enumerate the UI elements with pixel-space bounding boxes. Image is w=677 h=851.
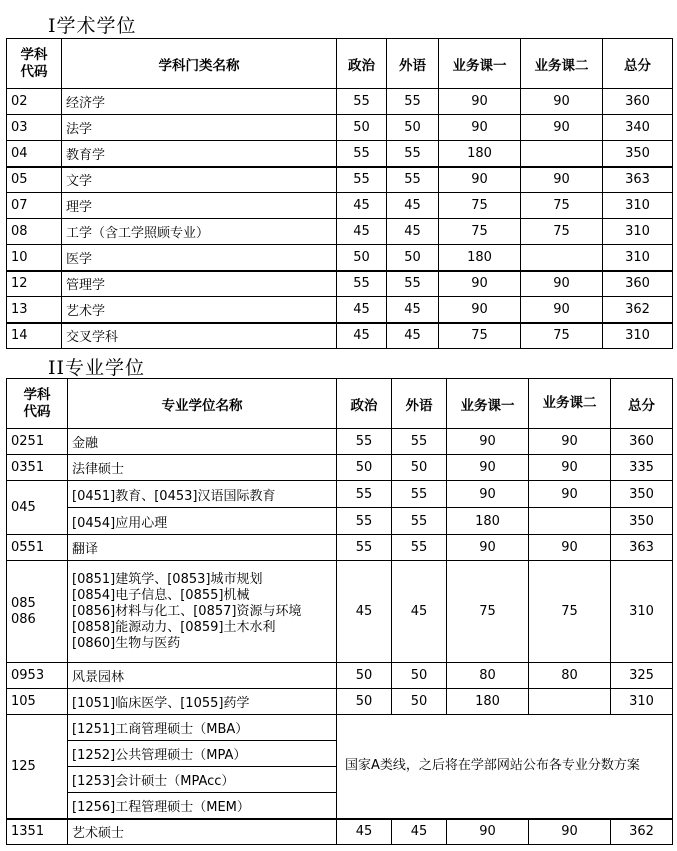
discipline-name: 教育学 [62,141,337,167]
score-total: 335 [611,455,673,481]
degree-name-line: [0860]生物与医药 [72,635,181,651]
score-total: 363 [603,167,673,193]
professional-header-row [7,379,673,429]
score-politics: 50 [337,663,392,689]
score-course2: 75 [521,323,603,349]
score-language: 50 [392,455,447,481]
score-politics: 45 [337,819,392,845]
score-course1: 75 [439,219,521,245]
discipline-name: 文学 [62,167,337,193]
score-language: 55 [392,535,447,561]
score-course2 [529,689,611,715]
score-course1: 75 [447,561,529,663]
table-row [7,689,673,715]
degree-code: 1351 [7,819,68,845]
score-course2: 75 [521,193,603,219]
table-row [7,715,673,741]
score-politics: 50 [337,455,392,481]
score-course1: 180 [439,245,521,271]
header-course2: 业务课二 [521,39,603,89]
header-name: 学科门类名称 [62,39,337,89]
academic-degree-table [6,38,673,349]
discipline-code: 07 [7,193,62,219]
score-language: 50 [387,245,439,271]
score-language: 45 [387,193,439,219]
academic-section-title: I学术学位 [48,15,137,37]
score-politics: 55 [337,429,392,455]
discipline-code: 03 [7,115,62,141]
discipline-code: 12 [7,271,62,297]
degree-code-line: 086 [11,611,36,627]
score-total: 310 [611,561,673,663]
header-language: 外语 [387,39,439,89]
academic-header-row [7,39,673,89]
score-course1: 90 [439,115,521,141]
score-language: 55 [387,141,439,167]
degree-name: [1051]临床医学、[1055]药学 [68,689,337,715]
score-course2: 75 [521,219,603,245]
score-course1: 80 [447,663,529,689]
header-code-label: 学科代码 [23,386,51,420]
score-total: 310 [603,193,673,219]
score-total: 350 [611,481,673,508]
degree-name-line: [0851]建筑学、[0853]城市规划 [72,571,263,587]
score-total: 350 [603,141,673,167]
degree-name: [1252]公共管理硕士（MPA） [68,741,337,767]
score-course1: 75 [439,323,521,349]
score-politics: 55 [337,89,387,115]
score-course2: 90 [521,115,603,141]
degree-name: [1251]工商管理硕士（MBA） [68,715,337,741]
score-total: 310 [611,689,673,715]
header-total: 总分 [603,39,673,89]
degree-code: 0953 [7,663,68,689]
score-course1: 180 [447,689,529,715]
score-language: 45 [387,219,439,245]
header-course1: 业务课一 [439,39,521,89]
discipline-code: 02 [7,89,62,115]
score-course1: 90 [447,819,529,845]
score-total: 362 [603,297,673,323]
degree-name: 法律硕士 [68,455,337,481]
score-total: 363 [611,535,673,561]
score-language: 45 [387,323,439,349]
score-language: 50 [392,689,447,715]
discipline-name: 管理学 [62,271,337,297]
score-politics: 45 [337,219,387,245]
table-row [7,561,673,663]
score-politics: 55 [337,481,392,508]
discipline-name: 艺术学 [62,297,337,323]
degree-name: 艺术硕士 [68,819,337,845]
score-course1: 90 [447,481,529,508]
discipline-name: 理学 [62,193,337,219]
table-row [7,429,673,455]
score-language: 50 [387,115,439,141]
discipline-name: 医学 [62,245,337,271]
score-politics: 50 [337,115,387,141]
degree-name: 金融 [68,429,337,455]
score-total: 360 [603,271,673,297]
score-language: 45 [392,819,447,845]
header-total: 总分 [611,379,673,429]
score-course1: 90 [447,429,529,455]
table-row [7,455,673,481]
header-code [7,379,68,429]
score-course1: 75 [439,193,521,219]
score-course2: 90 [529,455,611,481]
header-name: 专业学位名称 [68,379,337,429]
score-total: 310 [603,219,673,245]
degree-name-line: [0858]能源动力、[0859]土木水利 [72,619,276,635]
score-course2 [529,508,611,535]
table-row [7,167,673,193]
academic-table-body [7,89,673,349]
score-politics: 50 [337,245,387,271]
score-course2: 75 [529,561,611,663]
header-language: 外语 [392,379,447,429]
degree-code-line: 085 [11,595,36,611]
score-course2: 90 [529,481,611,508]
table-row [7,297,673,323]
score-total: 360 [603,89,673,115]
score-politics: 55 [337,271,387,297]
header-code-label: 学科代码 [20,46,48,80]
degree-name: 风景园林 [68,663,337,689]
score-total: 360 [611,429,673,455]
discipline-code: 04 [7,141,62,167]
table-row [7,323,673,349]
score-course1: 90 [447,535,529,561]
score-language: 55 [387,271,439,297]
score-language: 55 [387,89,439,115]
table-row [7,89,673,115]
degree-name: 翻译 [68,535,337,561]
header-politics: 政治 [337,39,387,89]
header-course1: 业务课一 [447,379,529,429]
score-total: 325 [611,663,673,689]
score-politics: 45 [337,323,387,349]
discipline-name: 法学 [62,115,337,141]
score-course1: 90 [439,89,521,115]
score-total: 310 [603,245,673,271]
score-politics: 45 [337,561,392,663]
score-politics: 45 [337,193,387,219]
score-course1: 90 [447,455,529,481]
degree-code: 125 [7,715,68,819]
degree-code: 045 [7,481,68,535]
score-politics: 55 [337,167,387,193]
discipline-code: 10 [7,245,62,271]
discipline-name: 交叉学科 [62,323,337,349]
professional-section-title: II专业学位 [48,357,146,379]
degree-name: [0454]应用心理 [68,508,337,535]
table-row [7,535,673,561]
score-total: 362 [611,819,673,845]
table-row [7,245,673,271]
degree-name [68,561,337,663]
score-language: 55 [387,167,439,193]
score-politics: 50 [337,689,392,715]
score-course2: 90 [529,429,611,455]
score-course1: 180 [439,141,521,167]
table-row [7,481,673,508]
table-row [7,819,673,845]
score-course1: 90 [439,297,521,323]
score-course1: 90 [439,271,521,297]
score-course2: 90 [521,297,603,323]
score-course2: 90 [521,271,603,297]
degree-code [7,561,68,663]
score-language: 55 [392,481,447,508]
score-language: 55 [392,508,447,535]
degree-code: 0351 [7,455,68,481]
degree-name-line: [0856]材料与化工、[0857]资源与环境 [72,603,302,619]
discipline-name: 经济学 [62,89,337,115]
score-total: 310 [603,323,673,349]
score-course2: 90 [521,167,603,193]
score-language: 50 [392,663,447,689]
degree-code: 105 [7,689,68,715]
professional-degree-table [6,378,673,845]
table-row [7,271,673,297]
score-total: 350 [611,508,673,535]
degree-name-line: [0854]电子信息、[0855]机械 [72,587,250,603]
score-course2: 90 [529,535,611,561]
score-course2 [521,245,603,271]
score-course1: 180 [447,508,529,535]
score-course2: 90 [529,819,611,845]
score-course2 [521,141,603,167]
score-language: 55 [392,429,447,455]
header-course2: 业务课二 [529,379,611,429]
header-politics: 政治 [337,379,392,429]
score-course2: 90 [521,89,603,115]
score-politics: 55 [337,141,387,167]
table-row [7,115,673,141]
discipline-code: 14 [7,323,62,349]
degree-code: 0551 [7,535,68,561]
header-code [7,39,62,89]
discipline-code: 08 [7,219,62,245]
score-politics: 55 [337,508,392,535]
score-politics: 45 [337,297,387,323]
degree-name: [1256]工程管理硕士（MEM） [68,793,337,819]
score-politics: 55 [337,535,392,561]
table-row [7,193,673,219]
table-row [7,508,673,535]
table-row [7,219,673,245]
degree-name: [0451]教育、[0453]汉语国际教育 [68,481,337,508]
score-language: 45 [387,297,439,323]
discipline-name: 工学（含工学照顾专业） [62,219,337,245]
discipline-code: 13 [7,297,62,323]
score-note: 国家A类线，之后将在学部网站公布各专业分数方案 [337,715,673,819]
table-row [7,141,673,167]
score-language: 45 [392,561,447,663]
score-course1: 90 [439,167,521,193]
discipline-code: 05 [7,167,62,193]
score-total: 340 [603,115,673,141]
score-course2: 80 [529,663,611,689]
degree-name: [1253]会计硕士（MPAcc） [68,767,337,793]
table-row [7,663,673,689]
degree-code: 0251 [7,429,68,455]
